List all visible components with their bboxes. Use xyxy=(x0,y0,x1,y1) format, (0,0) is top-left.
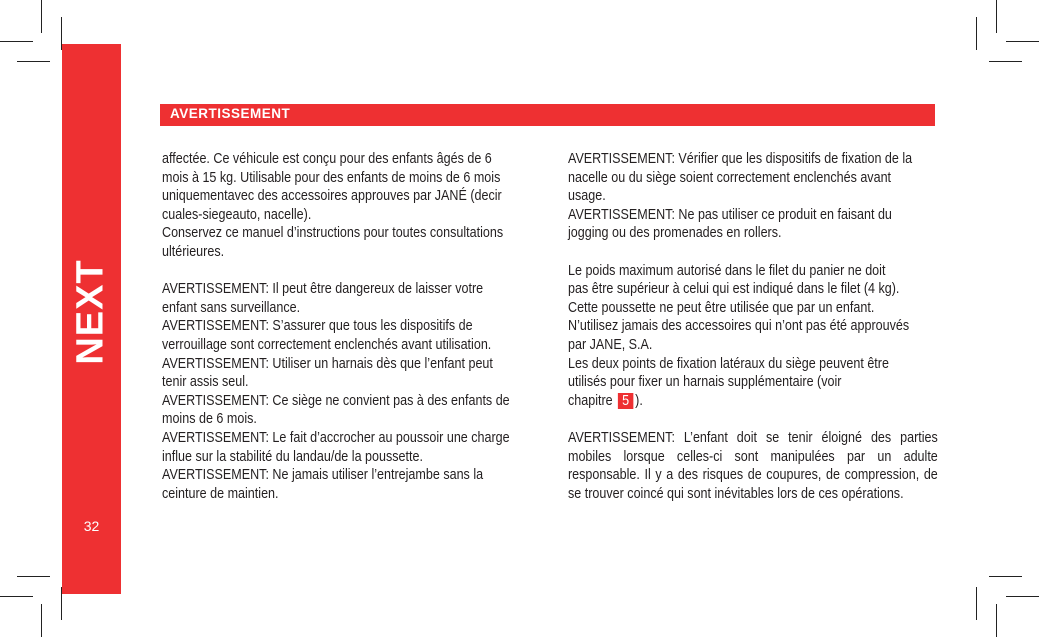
crop-mark-bl-h1 xyxy=(0,596,33,597)
text-line: uniquementavec des accessoires approuves par JANÉ (decir xyxy=(162,188,502,205)
crop-mark-tl-h1 xyxy=(0,41,33,42)
side-title: NEXT xyxy=(69,259,112,365)
text-line: AVERTISSEMENT: Ne pas utiliser ce produit en faisant du xyxy=(568,206,892,223)
text-line: Conservez ce manuel d’instructions pour toutes consultations xyxy=(162,225,504,242)
text-line: pas être supérieur à celui qui est indiqué dans le filet (4 kg). xyxy=(568,281,900,298)
crop-mark-tr-v1 xyxy=(996,0,997,33)
section-header-label: AVERTISSEMENT xyxy=(170,106,291,121)
chapter-suffix: ). xyxy=(635,392,643,409)
paragraph-gap xyxy=(162,262,523,281)
warning-paragraph: AVERTISSEMENT: L’enfant doit se tenir éloigné des parties mobiles lorsque celles-ci sont manipulées par un adulte responsable. Il y a des risques de coupures, de compression, de se trouver coincé qui sont inévitables lors de ces opérations. xyxy=(568,429,938,502)
chapter-number-badge: 5 xyxy=(618,393,634,409)
crop-mark-tl-v1 xyxy=(41,0,42,33)
text-line: utilisés pour fixer un harnais supplémentaire (voir xyxy=(568,374,842,391)
text-line: AVERTISSEMENT: Vérifier que les dispositifs de fixation de la xyxy=(568,151,913,167)
paragraph-gap xyxy=(568,243,938,262)
text-line: cuales-siegeauto, nacelle). xyxy=(162,206,312,223)
chapter-prefix: chapitre xyxy=(568,392,613,409)
crop-mark-tl-h2 xyxy=(17,61,50,62)
left-column xyxy=(162,150,523,503)
page-number: 32 xyxy=(83,518,100,534)
right-column xyxy=(568,150,938,503)
text-line: jogging ou des promenades en rollers. xyxy=(568,225,782,242)
crop-mark-bl-h2 xyxy=(17,576,50,577)
text-line: AVERTISSEMENT: Ce siège ne convient pas à des enfants de xyxy=(162,392,510,409)
text-line: N’utilisez jamais des accessoires qui n’ont pas été approuvés xyxy=(568,318,910,335)
text-line: ceinture de maintien. xyxy=(162,485,279,502)
text-line: ultérieures. xyxy=(162,243,225,260)
text-line: Le poids maximum autorisé dans le filet du panier ne doit xyxy=(568,262,886,279)
text-line: Les deux points de fixation latéraux du siège peuvent être xyxy=(568,355,889,372)
text-line: AVERTISSEMENT: S’assurer que tous les dispositifs de xyxy=(162,318,473,335)
text-line: AVERTISSEMENT: Le fait d’accrocher au poussoir une charge xyxy=(162,429,510,446)
text-line: AVERTISSEMENT: Utiliser un harnais dès que l’enfant peut xyxy=(162,355,493,372)
text-line: affectée. Ce véhicule est conçu pour des enfants âgés de 6 xyxy=(162,151,492,167)
text-line: usage. xyxy=(568,188,606,205)
crop-mark-br-h1 xyxy=(1006,596,1039,597)
text-line: AVERTISSEMENT: Il peut être dangereux de laisser votre xyxy=(162,281,484,298)
crop-mark-tr-h2 xyxy=(989,61,1022,62)
text-line: moins de 6 mois. xyxy=(162,411,257,428)
text-line: nacelle ou du siège soient correctement enclenchés avant xyxy=(568,169,892,186)
text-line: enfant sans surveillance. xyxy=(162,299,301,316)
crop-mark-br-v1 xyxy=(996,604,997,637)
chapter-reference-line xyxy=(568,392,938,411)
crop-mark-bl-v1 xyxy=(41,604,42,637)
text-line: influe sur la stabilité du landau/de la poussette. xyxy=(162,448,423,465)
crop-mark-tr-v2 xyxy=(976,17,977,50)
crop-mark-br-v2 xyxy=(976,587,977,620)
text-line: verrouillage sont correctement enclenchés avant utilisation. xyxy=(162,336,492,353)
text-line: par JANE, S.A. xyxy=(568,336,653,353)
paragraph-gap xyxy=(568,410,938,429)
text-line: Cette poussette ne peut être utilisée que par un enfant. xyxy=(568,299,875,316)
text-line: mois à 15 kg. Utilisable pour des enfants de moins de 6 mois xyxy=(162,169,501,186)
crop-mark-br-h2 xyxy=(989,576,1022,577)
crop-mark-tr-h1 xyxy=(1006,41,1039,42)
text-line: tenir assis seul. xyxy=(162,374,249,391)
section-header-bar xyxy=(160,104,935,126)
text-line: AVERTISSEMENT: Ne jamais utiliser l’entrejambe sans la xyxy=(162,467,484,484)
